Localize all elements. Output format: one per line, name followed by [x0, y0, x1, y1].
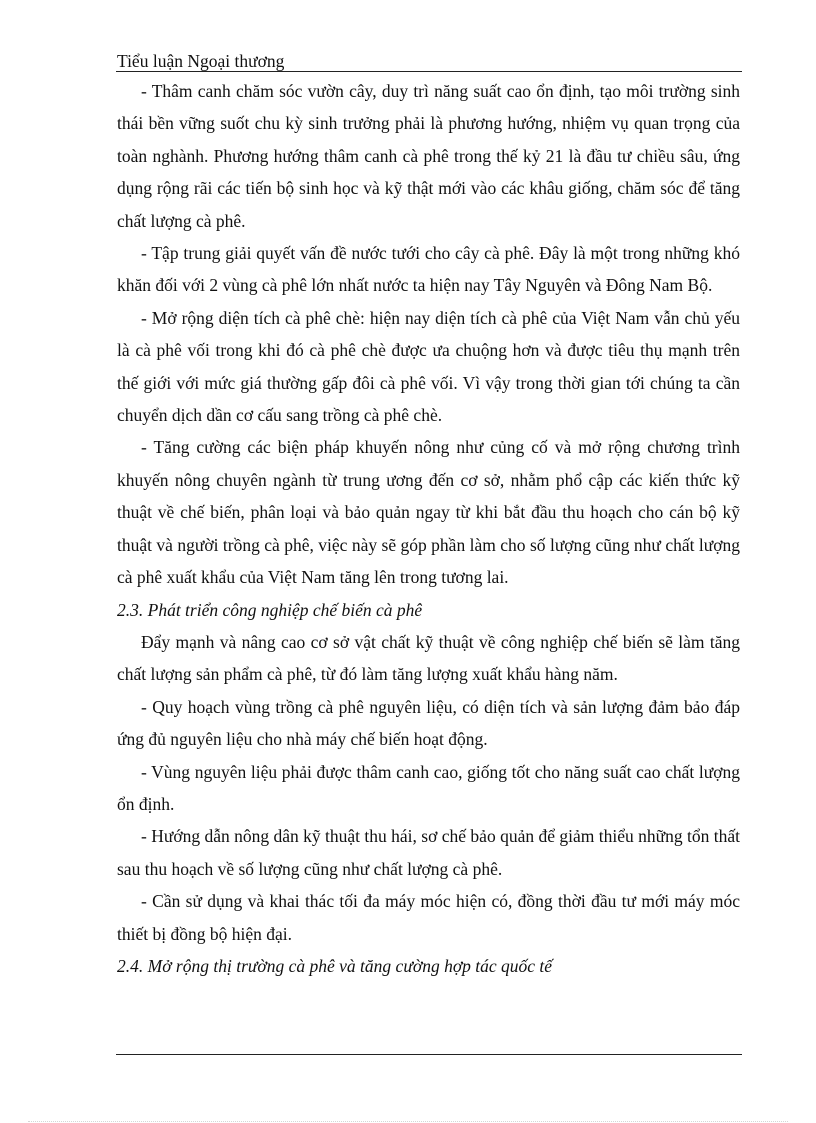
paragraph-agricultural-extension: - Tăng cường các biện pháp khuyến nông như củng cố và mở rộng chương trình khuyến nông chuyên ngành từ trung ương đến cơ sở, nhằm phổ cập các kiến thức kỹ thuật về chế biến, phân loại và bảo quản ngay từ khi bắt đầu thu hoạch cho cán bộ kỹ thuật và người trồng cà phê, việc này sẽ góp phần làm cho số lượng cũng như chất lượng cà phê xuất khẩu của Việt Nam tăng lên trong tương lai.	[117, 437, 740, 588]
paragraph-arabica-expansion: - Mở rộng diện tích cà phê chè: hiện nay diện tích cà phê của Việt Nam vẫn chủ yếu là cà phê vối trong khi đó cà phê chè được ưa chuộng hơn và được tiêu thụ mạnh trên thế giới với mức giá thường gấp đôi cà phê vối. Vì vậy trong thời gian tới chúng ta cần chuyển dịch dần cơ cấu sang trồng cà phê chè.	[117, 307, 740, 426]
paragraph-intensive-farming: - Thâm canh chăm sóc vườn cây, duy trì năng suất cao ổn định, tạo môi trường sinh thái bền vững suốt chu kỳ sinh trưởng phải là phương hướng, nhiệm vụ quan trọng của toàn nghành. Phương hướng thâm canh cà phê trong thế kỷ 21 là đầu tư chiều sâu, ứng dụng rộng rãi các tiến bộ sinh học và kỹ thật mới vào các khâu giống, chăm sóc để tăng chất lượng cà phê.	[117, 81, 740, 231]
paragraph-raw-material-intensive: - Vùng nguyên liệu phải được thâm canh cao, giống tốt cho năng suất cao chất lượng ổn định.	[117, 761, 740, 814]
paragraph-raw-material-planning: - Quy hoạch vùng trồng cà phê nguyên liệu, có diện tích và sản lượng đảm bảo đáp ứng đủ nguyên liệu cho nhà máy chế biến hoạt động.	[117, 696, 740, 750]
paragraph-processing-intro: Đẩy mạnh và nâng cao cơ sở vật chất kỹ thuật về công nghiệp chế biến sẽ làm tăng chất lượng sản phẩm cà phê, từ đó làm tăng lượng xuất khẩu hàng năm.	[117, 631, 740, 685]
page-body	[117, 75, 740, 982]
footer-rule	[116, 1054, 742, 1055]
section-heading-2-3: 2.3. Phát triển công nghiệp chế biến cà phê	[117, 599, 423, 620]
header-rule	[116, 71, 742, 72]
running-header: Tiểu luận Ngoại thương	[117, 51, 285, 71]
paragraph-machinery: - Cần sử dụng và khai thác tối đa máy móc hiện có, đồng thời đầu tư mới máy móc thiết bị đồng bộ hiện đại.	[117, 891, 740, 944]
section-heading-2-4: 2.4. Mở rộng thị trường cà phê và tăng cường hợp tác quốc tế	[117, 955, 553, 976]
paragraph-harvest-guidance: - Hướng dẫn nông dân kỹ thuật thu hái, sơ chế bảo quản để giảm thiểu những tổn thất sau thu hoạch về số lượng cũng như chất lượng cà phê.	[117, 826, 740, 879]
paragraph-irrigation: - Tập trung giải quyết vấn đề nước tưới cho cây cà phê. Đây là một trong những khó khăn đối với 2 vùng cà phê lớn nhất nước ta hiện nay Tây Nguyên và Đông Nam Bộ.	[117, 243, 740, 296]
page-edge-line	[28, 1121, 788, 1122]
